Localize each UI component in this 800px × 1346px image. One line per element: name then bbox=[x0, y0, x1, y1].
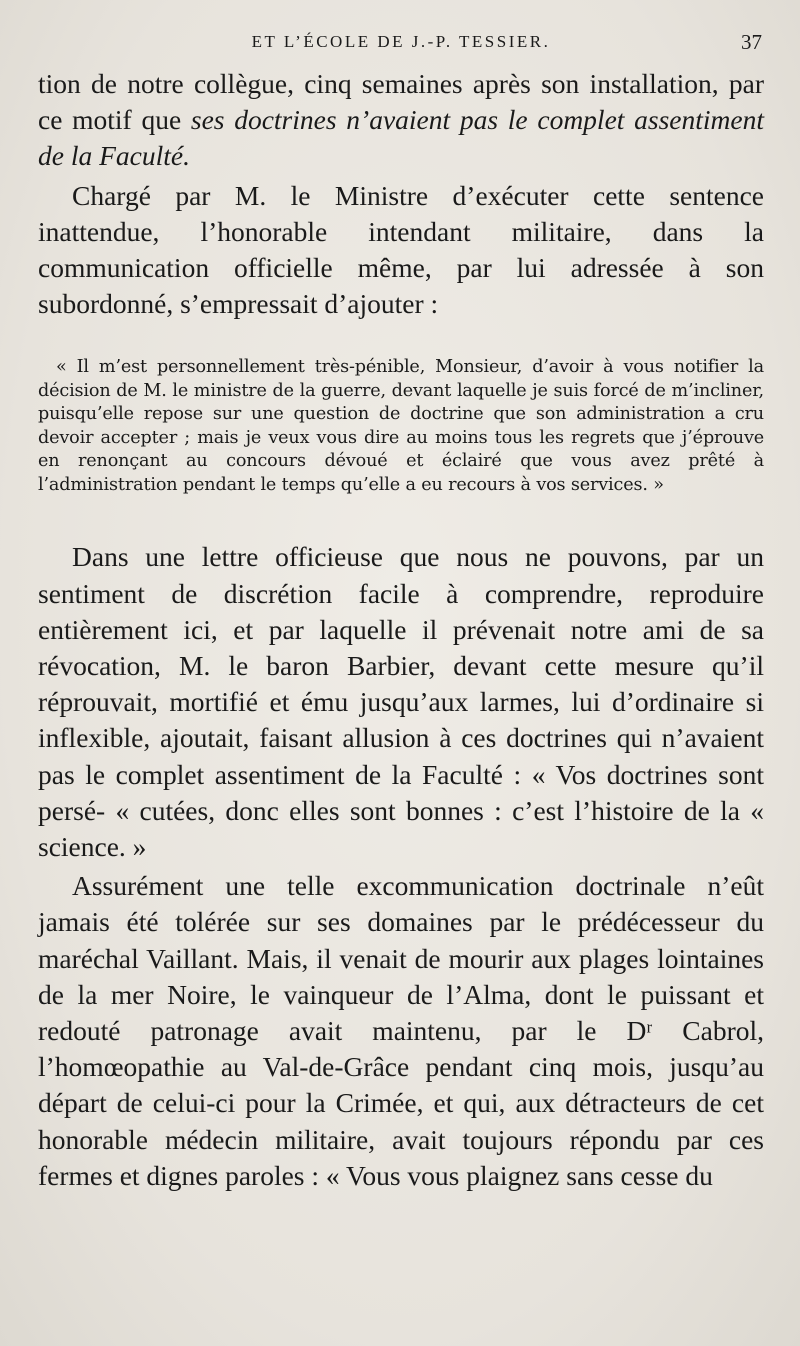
paragraph-1 bbox=[38, 66, 764, 175]
paragraph-1-text: tion de notre collègue, cinq semaines après son installation, par ce motif que bbox=[38, 68, 764, 136]
running-head bbox=[38, 26, 764, 66]
paragraph-2: Chargé par M. le Ministre d’exécuter cette sentence inattendue, l’honorable intendant militaire, dans la communication officielle même, par lui adressée à son subordonné, s’empressait d’ajouter : bbox=[38, 179, 764, 320]
block-quote: « Il m’est personnellement très-pénible, Monsieur, d’avoir à vous notifier la décision de M. le ministre de la guerre, devant laquelle je suis forcé de m’incliner, puisqu’elle repose sur une question de doctrine que son administration a cru devoir accepter ; mais je veux vous dire au moins tous les regrets que j’éprouve en renonçant au concours dévoué et éclairé que vous avez prêté à l’administration pendant le temps qu’elle a eu recours à vos services. » bbox=[38, 357, 764, 495]
paragraph-4: Assurément une telle excommunication doctrinale n’eût jamais été tolérée sur ses domaines par le prédécesseur du maréchal Vaillant. Mais, il venait de mourir aux plages lointaines de la mer Noire, le vainqueur de l’Alma, dont le puissant et redouté patronage avait maintenu, par le Dʳ Cabrol, l’homœopathie au Val-de-Grâce pendant cinq mois, jusqu’au départ de celui-ci pour la Crimée, et qui, aux détracteurs de cet honorable médecin militaire, avait toujours répondu par ces fermes et dignes paroles : « Vous vous plaignez sans cesse du bbox=[38, 870, 764, 1191]
paragraph-1-italic: ses doctrines n’avaient pas le complet assentiment de la Faculté. bbox=[38, 104, 764, 172]
running-title: ET L’ÉCOLE DE J.-P. TESSIER. bbox=[251, 32, 551, 51]
page-number: 37 bbox=[741, 30, 762, 54]
paragraph-3: Dans une lettre officieuse que nous ne pouvons, par un sentiment de discrétion facile à comprendre, reproduire entièrement ici, et par laquelle il prévenait notre ami de sa révocation, M. le baron Barbier, devant cette mesure qu’il réprouvait, mortifié et ému jusqu’aux larmes, lui d’ordinaire si inflexible, ajoutait, faisant allusion à ces doctrines qui n’avaient pas le complet assentiment de la Faculté : « Vos doctrines sont persé- « cutées, donc elles sont bonnes : c’est l’histoire de la « science. » bbox=[38, 541, 764, 863]
